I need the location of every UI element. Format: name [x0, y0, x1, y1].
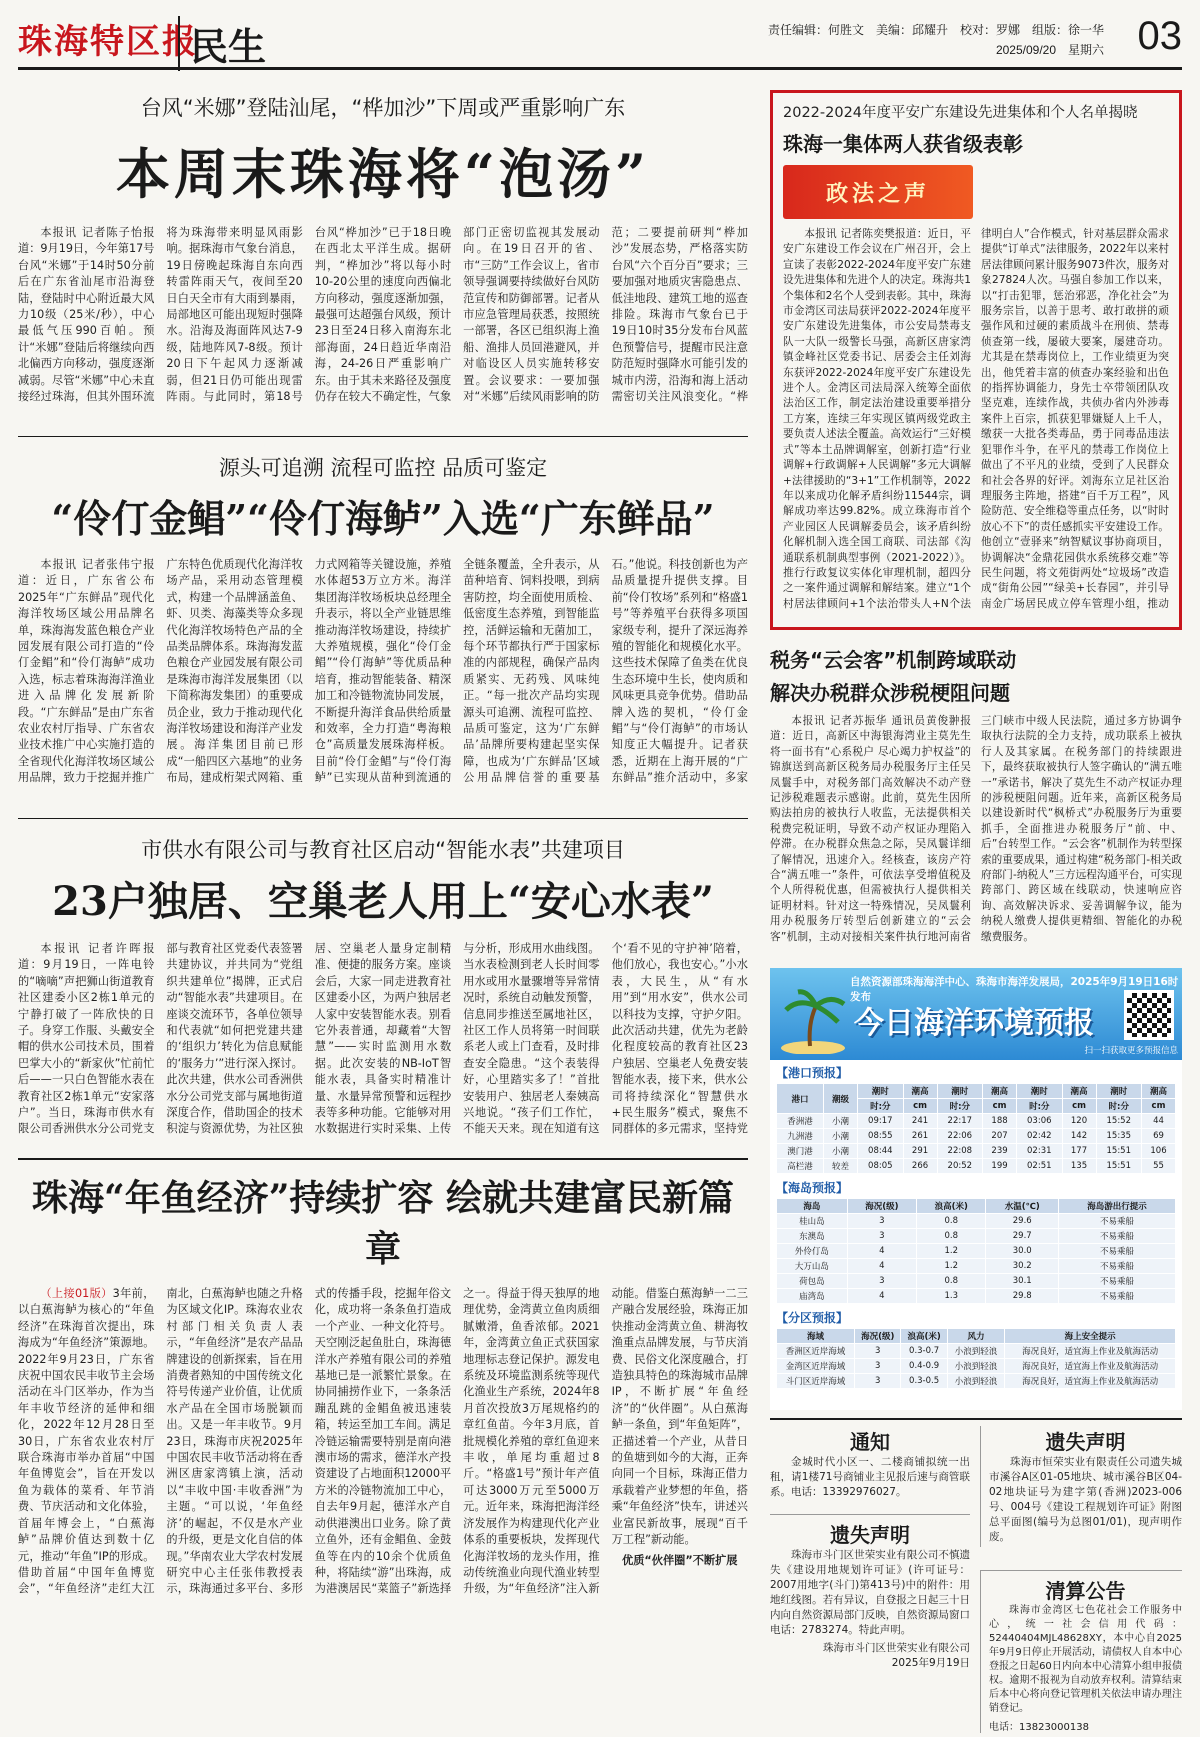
port-cell: 44 [1142, 1114, 1176, 1129]
port-cell: 266 [903, 1159, 937, 1174]
island-cell: 3 [847, 1214, 916, 1229]
section-name: 民生 [178, 16, 266, 71]
zone-header-cell: 海域 [777, 1329, 855, 1344]
lost-notice-2-text: 珠海市斗门区世荣实业有限公司不慎遗失《建设用地规划许可证》(许可证号：2007用地字(斗门)第413号)中的附件：用地红线图。若有异议，自登报之日起三十日内向自然资源局部门反映，自然资源局窗口电话：2783274。特此声明。 [770, 1549, 970, 1636]
island-cell: 30.2 [986, 1259, 1059, 1274]
island-cell: 不易乘船 [1059, 1229, 1176, 1244]
zone-cell: 3 [855, 1344, 901, 1359]
ocean-banner [770, 968, 1182, 1060]
port-header-cell: 潮高 [1062, 1084, 1096, 1099]
divider [18, 436, 748, 437]
zone-header-cell: 海上安全提示 [1005, 1329, 1176, 1344]
port-header-cell: 潮高 [903, 1084, 937, 1099]
port-cell: 22:08 [937, 1144, 983, 1159]
port-cell: 08:55 [858, 1129, 904, 1144]
notices-area [770, 1418, 1182, 1733]
water-article [18, 834, 748, 1139]
port-cell: 澳门港 [777, 1144, 824, 1159]
port-cell: 22:06 [937, 1129, 983, 1144]
port-cell: 15:51 [1096, 1159, 1142, 1174]
island-cell: 29.7 [986, 1229, 1059, 1244]
tax-headline-1: 税务“云会客”机制跨域联动 [770, 648, 1017, 672]
zone-cell: 海况良好，适宜海上作业及航海活动 [1005, 1359, 1176, 1374]
port-subheader-cell: 时:分 [1096, 1099, 1142, 1114]
port-cell: 239 [983, 1144, 1017, 1159]
island-cell: 3 [847, 1229, 916, 1244]
port-cell: 135 [1062, 1159, 1096, 1174]
economy-article [18, 1170, 748, 1737]
island-cell: 30.0 [986, 1244, 1059, 1259]
tax-article [770, 644, 1182, 1000]
table-row [777, 1144, 1176, 1159]
ocean-forecast [770, 968, 1182, 1410]
island-cell: 大万山岛 [777, 1259, 848, 1274]
island-cell: 不易乘船 [1059, 1244, 1176, 1259]
zone-cell: 0.4-0.9 [901, 1359, 947, 1374]
lost-notice-1 [980, 1426, 1182, 1547]
zone-cell: 海况良好，适宜海上作业及航海活动 [1005, 1344, 1176, 1359]
port-forecast-table [776, 1083, 1176, 1174]
port-cell: 106 [1142, 1144, 1176, 1159]
liquidation-title: 清算公告 [1045, 1579, 1126, 1603]
port-cell: 02:31 [1017, 1144, 1063, 1159]
table-row [777, 1344, 1176, 1359]
port-cell: 291 [903, 1144, 937, 1159]
port-cell: 09:17 [858, 1114, 904, 1129]
award-box [770, 90, 1182, 630]
port-header-cell: 潮时 [1096, 1084, 1142, 1099]
port-subheader-cell: cm [903, 1099, 937, 1114]
island-cell: 0.8 [917, 1214, 986, 1229]
seafood-body-text: 本报讯 记者张伟宁报道：近日，广东省公布2025年“广东鲜品”现代化海洋牧场区域公用品牌名单，珠海海发蓝色粮仓产业园发展有限公司打造的“伶仃金鲳”和“伶仃海鲈”成功入选，标志着珠海海洋渔业进入品牌化发展新阶段。“广东鲜品”是由广东省农业农村厅指导、广东省农业技术推广中心实施打造的全省现代化海洋牧场区域公用品牌，致力于挖掘并推广广东特色优质现代化海洋牧场产品，采用动态管理模式，构建一个品牌涵盖鱼、虾、贝类、海藻类等众多现代化海洋牧场特色产品的全品类品牌体系。珠海海发蓝色粮仓产业园发展有限公司是珠海市海洋发展集团（以下简称海发集团）的重要成员企业，致力于推动现代化海洋牧场建设和海洋产业发展。海洋集团目前已形成“一船四区六基地”的业务布局，建成桁架式网箱、重力式网箱等关键设施，养殖水体超53万立方米。海洋集团海洋牧场板块总经理全升表示，将以全产业链思维推动海洋牧场建设，持续扩大养殖规模，强化“伶仃金鲳”“伶仃海鲈”等优质品种培育，推动智能装备、精深加工和冷链物流协同发展，不断提升海洋食品供给质量和效率，全力打造“粤海粮仓”高质量发展珠海样板。目前“伶仃金鲳”与“伶仃海鲈”已实现从苗种到流通的全链条覆盖，全升表示，从苗种培育、饲料投喂，到病害防控，均全面使用质检、低密度生态养殖，到智能监控，活鲜运输和无菌加工，每个环节都执行严于国家标准的内部规程，确保产品肉质紧实、无药残、风味纯正。“每一批次产品均实现源头可追溯、流程可监控、品质可鉴定，这为‘广东鲜品’品牌所要构建起坚实保障，也成为‘广东鲜品’区域公用品牌信誉的重要基石。”他说。科技创新也为产品质量提升提供支撑。目前“伶仃牧场”系列和“格盛1号”等养殖平台获得多项国家级专利，提升了深远海养殖的智能化和规模化水平。这些技术保障了鱼类在优良生态环境中生长，使肉质和风味更具竞争优势。借助品牌入选的契机，“伶仃金鲳”与“伶仃海鲈”的市场认知度正大幅提升。记者获悉，近期在上海开展的“广东鲜品”推介活动中，多家 [18, 558, 748, 785]
divider [18, 1158, 748, 1160]
typhoon-body-text: 本报讯 记者陈子怡报道：9月19日，今年第17号台风“米娜”于14时50分前后在广东省汕尾市沿海登陆，登陆时中心附近最大风力10级（25米/秒），中心最低气压990百帕。预计“米娜”登陆后将继续向西北偏西方向移动，强度逐渐减弱。尽管“米娜”中心未直接经过珠海，但其外围环流将为珠海带来明显风雨影响。据珠海市气象台消息，19日傍晚起珠海自东向西转雷阵雨天气，夜间至20日白天全市有大雨到暴雨，局部地区可能出现短时强降水。沿海及海面阵风达7-9级，陆地阵风7-8级。预计20日下午起风力逐渐减弱，但21日仍可能出现雷阵雨。与此同时，第18号台风“桦加沙”已于18日晚在西北太平洋生成。据研判，“桦加沙”将以每小时10-20公里的速度向西偏北方向移动，强度逐渐加强，最强可达超强台风级，预计23日至24日移入南海东北部海面，24日趋近华南沿海，24-26日严重影响广东。由于其未来路径及强度仍存在较大不确定性，气象部门正密切监视其发展动向。在19日召开的省、市“三防”工作会议上，省市领导强调要持续做好台风防范宣传和防御部署。记者从市应急管理局获悉，按照统一部署，各区已组织海上渔船、渔排人员回港避风，并对临设区人员实施转移安置。会议要求：一要加强对“米娜”后续风雨影响的防范；二要提前研判“桦加沙”发展态势，严格落实防台风“六个百分百”要求；三要加强对地质灾害隐患点、低洼地段、建筑工地的巡查排险。珠海市气象台已于19日10时35分发布台风蓝色预警信号，提醒市民注意防范短时强降水可能引发的城市内涝，沿海和海上活动需密切关注风浪变化。“桦 [18, 226, 748, 404]
lost-notice-2-signature: 珠海市斗门区世荣实业有限公司 [823, 1642, 970, 1654]
water-body-text: 本报讯 记者许晖报道：9月19日，一阵电铃的“嘀嘀”声把狮山街道教育社区建委小区2栋1单元的宁静打破了一阵欣快的日子。身穿工作服、头戴安全帽的供水公司技术员，围着巴掌大小的“新家伙”忙前忙后——一只白色智能水表在教育社区2栋1单元“安家落户”。当日，珠海市供水有限公司香洲供水分公司党支部与教育社区党委代表签署共建协议，并共同为“党组织共建单位”揭牌，正式启动“智能水表”共建项目。在座谈交流环节，各单位领导和代表就“如何把党建共建的‘组织力’转化为信息赋能的‘服务力’”进行深入探讨。此次共建，供水公司香洲供水分公司党支部与属地街道深度合作，借助国企的技术积淀与资源优势，为社区独居、空巢老人量身定制精准、便捷的服务方案。座谈会后，大家一同走进教育社区建委小区，为两户独居老人家中安装智能水表。别看它外表普通，却藏着“大智慧”——实时监测用水数据。此次安装的NB-IoT智能水表，具备实时精准计量、水量异常预警和远程抄表等多种功能。它能够对用水数据进行实时采集、上传与分析，形成用水曲线图。当水表检测到老人长时间零用水或用水量骤增等异常情况时，系统自动触发预警，信息同步推送至属地社区，社区工作人员将第一时间联系老人或上门查看，及时排查安全隐患。“这个表装得好，心里踏实多了！”首批安装用户、独居老人秦姨高兴地说。“孩子们工作忙，不能天天来。现在知道有这个‘看不见的守护神’陪着，他们放心，我也安心。”小水表，大民生，从“有水用”到“用水安”，供水公司以科技为支撑，守护夕阳。此次活动共建，优先为老龄化程度较高的教育社区23户独居、空巢老人免费安装智能水表，接下来，供水公司将持续深化“智慧供水+民生服务”模式，聚焦不同群体的多元需求，坚持党 [18, 942, 748, 1136]
seafood-article [18, 452, 748, 789]
island-cell: 桂山岛 [777, 1214, 848, 1229]
port-cell: 15:52 [1096, 1114, 1142, 1129]
port-cell: 高栏港 [777, 1159, 824, 1174]
liquidation-text: 珠海市金湾区七色花社会工作服务中心，统一社会信用代码：52440404MJL48628XY，本中心自2025年9月9日停止开展活动，请债权人自本中心登报之日起60日内向本中心清算小组申报债权。逾期不报视为自动放弃权利。清算结束后本中心将向登记管理机关依法申请办理注销登记。 [989, 1605, 1182, 1714]
page-number: 03 [1137, 14, 1182, 58]
island-forecast-title: 【海岛预报】 [776, 1181, 849, 1195]
island-cell: 不易乘船 [1059, 1259, 1176, 1274]
island-cell: 0.8 [917, 1229, 986, 1244]
island-cell: 荷包岛 [777, 1274, 848, 1289]
newspaper-logo: 珠海特区报 [18, 22, 198, 62]
island-cell: 1.2 [917, 1259, 986, 1274]
palm-island-icon [778, 988, 848, 1054]
port-cell: 188 [983, 1114, 1017, 1129]
liquidation-body [989, 1604, 1182, 1718]
port-subheader-cell: cm [1142, 1099, 1176, 1114]
economy-headline: 珠海“年鱼经济”持续扩容 绘就共建富民新篇章 [32, 1177, 734, 1270]
lost-notice-1-title: 遗失声明 [1045, 1430, 1126, 1454]
port-cell: 207 [983, 1129, 1017, 1144]
port-subheader-cell: cm [1062, 1099, 1096, 1114]
port-header-cell: 潮时 [858, 1084, 904, 1099]
island-cell: 1.2 [917, 1244, 986, 1259]
port-cell: 02:51 [1017, 1159, 1063, 1174]
typhoon-article [18, 92, 748, 417]
award-body [783, 227, 1169, 617]
water-kicker: 市供水有限公司与教育社区启动“智能水表”共建项目 [141, 838, 625, 862]
tax-body [770, 714, 1182, 1000]
typhoon-headline: 本周末珠海将“泡汤” [115, 142, 651, 206]
island-cell: 东澳岛 [777, 1229, 848, 1244]
island-header-cell: 水温(℃) [986, 1199, 1059, 1214]
award-kicker: 2022-2024年度平安广东建设先进集体和个人名单揭晓 [783, 105, 1138, 121]
notice-block [770, 1426, 970, 1502]
award-headline: 珠海一集体两人获省级表彰 [783, 132, 1023, 156]
forecast-title: 今日海洋环境预报 [854, 1006, 1094, 1041]
port-header-cell: 港口 [777, 1084, 824, 1114]
zone-header-cell: 浪高(米) [901, 1329, 947, 1344]
island-cell: 30.1 [986, 1274, 1059, 1289]
port-cell: 142 [1062, 1129, 1096, 1144]
masthead-info [768, 20, 1104, 60]
zone-cell: 斗门区近岸海域 [777, 1374, 855, 1389]
lost-notice-1-body [989, 1455, 1182, 1547]
island-cell: 4 [847, 1289, 916, 1304]
zone-cell: 海况良好，适宜海上作业及航海活动 [1005, 1374, 1176, 1389]
island-cell: 3 [847, 1274, 916, 1289]
island-cell: 不易乘船 [1059, 1274, 1176, 1289]
port-cell: 小潮 [824, 1144, 858, 1159]
editor-credits: 责任编辑：何胜文 美编：邱耀升 校对：罗娜 组版：徐一华 [767, 23, 1104, 37]
port-cell: 08:05 [858, 1159, 904, 1174]
notice-title: 通知 [850, 1430, 890, 1454]
island-cell: 29.8 [986, 1289, 1059, 1304]
table-row [777, 1274, 1176, 1289]
port-subheader-cell: 时:分 [858, 1099, 904, 1114]
island-cell: 外伶仃岛 [777, 1244, 848, 1259]
port-subheader-cell: cm [983, 1099, 1017, 1114]
port-cell: 香洲港 [777, 1114, 824, 1129]
lost-notice-2-date: 2025年9月19日 [891, 1657, 970, 1669]
table-row [777, 1114, 1176, 1129]
zone-cell: 3 [855, 1359, 901, 1374]
port-cell: 02:42 [1017, 1129, 1063, 1144]
port-cell: 08:44 [858, 1144, 904, 1159]
table-row [777, 1259, 1176, 1274]
seafood-body [18, 557, 748, 789]
zone-cell: 0.3-0.5 [901, 1374, 947, 1389]
economy-body [18, 1286, 748, 1737]
zone-forecast-table [776, 1328, 1176, 1389]
table-row [777, 1289, 1176, 1304]
table-row [777, 1159, 1176, 1174]
port-subheader-cell: 时:分 [937, 1099, 983, 1114]
port-cell: 03:06 [1017, 1114, 1063, 1129]
economy-subhead: 优质“伙伴圈”不断扩展 [622, 1553, 738, 1567]
port-cell: 15:51 [1096, 1144, 1142, 1159]
island-header-cell: 海况(级) [847, 1199, 916, 1214]
table-row [777, 1374, 1176, 1389]
lost-notice-1-text: 珠海市恒荣实业有限责任公司遗失城市溪谷A区01-05地块、城市溪谷B区04-02地块证号为建字第(香洲)2023-006号、004号《建设工程规划许可证》附图总平面图(编号为总图01/01)，现声明作废。 [989, 1456, 1182, 1543]
zone-forecast-title: 【分区预报】 [776, 1311, 849, 1325]
port-cell: 199 [983, 1159, 1017, 1174]
qr-caption: 扫一扫获取更多预报信息 [1084, 1046, 1178, 1056]
tax-body-text: 本报讯 记者苏振华 通讯员黄俊翀报道：近日，高新区中海银海湾业主莫先生将一面书有“心系税户 尽心竭力护权益”的锦旗送到高新区税务局办税服务厅主任吴凤鬟手中，对税务部门高效解决不动产登记涉税难题表示感谢。此前，莫先生因所购法拍房的被执行人收监，无法提供相关税费完税证明，导致不动产权证办理陷入停滞。在办税群众焦急之际，吴凤鬟详细了解情况，迅速介入。经核查，该房产符合“满五唯一”条件，可依法享受增值税及个人所得税优惠，但需被执行人提供相关证明材料。针对这一特殊情况，吴凤鬟利用办税服务厅转型后创新建立的“云会客”机制，主动对接相关案件执行地河南省三门峡市中级人民法院，通过多方协调争取执行法院的全力支持，成功联系上被执行人及其家属。在税务部门的持续跟进下，最终获取被执行人签字确认的“满五唯一”承诺书，解决了莫先生不动产权证办理的涉税梗阻问题。近年来，高新区税务局以建设新时代“枫桥式”办税服务厅为重要抓手，全面推进办税服务厅“前、中、后”台转型工作。“云会客”机制作为转型探索的重要成果，通过构建“税务部门-相关政府部门-纳税人”三方远程沟通平台，可实现跨部门、跨区域在线联动，快速响应咨询、高效解决诉求、妥善调解争议，能为纳税人缴费人提供更精细、智能化的办税缴费服务。 [770, 715, 1182, 943]
notice-text: 金城时代小区一、二楼商铺拟统一出租，请1楼71号商铺业主见报后速与商管联系。电话：13392976027。 [770, 1456, 970, 1498]
seafood-headline: “伶仃金鲳”“伶仃海鲈”入选“广东鲜品” [51, 496, 715, 541]
island-cell: 29.6 [986, 1214, 1059, 1229]
port-cell: 22:17 [937, 1114, 983, 1129]
port-cell: 20:52 [937, 1159, 983, 1174]
port-forecast-title: 【港口预报】 [776, 1066, 849, 1080]
port-cell: 小潮 [824, 1129, 858, 1144]
port-cell: 15:35 [1096, 1129, 1142, 1144]
island-header-cell: 海岛游出行提示 [1059, 1199, 1176, 1214]
island-cell: 不易乘船 [1059, 1214, 1176, 1229]
divider [18, 818, 748, 819]
tax-headline-2: 解决办税群众涉税梗阻问题 [770, 681, 1010, 705]
typhoon-kicker: 台风“米娜”登陆汕尾，“桦加沙”下周或严重影响广东 [140, 96, 626, 120]
port-cell: 241 [903, 1114, 937, 1129]
island-header-cell: 浪高(米) [917, 1199, 986, 1214]
table-row [777, 1244, 1176, 1259]
island-cell: 4 [847, 1259, 916, 1274]
island-cell: 不易乘船 [1059, 1289, 1176, 1304]
port-cell: 较差 [824, 1159, 858, 1174]
table-row [777, 1129, 1176, 1144]
island-cell: 0.8 [917, 1274, 986, 1289]
liquidation-contact: 电话：13823000138 [989, 1722, 1089, 1733]
water-headline: 23户独居、空巢老人用上“安心水表” [52, 878, 714, 925]
notice-body [770, 1455, 970, 1502]
zone-cell: 小浪到轻浪 [947, 1359, 1005, 1374]
port-cell: 261 [903, 1129, 937, 1144]
port-cell: 九洲港 [777, 1129, 824, 1144]
lost-notice-2-body [770, 1548, 970, 1640]
typhoon-body [18, 225, 748, 417]
port-cell: 120 [1062, 1114, 1096, 1129]
port-cell: 小潮 [824, 1114, 858, 1129]
liquidation-notice [980, 1570, 1182, 1733]
zone-cell: 小浪到轻浪 [947, 1344, 1005, 1359]
island-cell: 庙湾岛 [777, 1289, 848, 1304]
politics-banner: 政法之声 [783, 165, 973, 219]
zone-cell: 3 [855, 1374, 901, 1389]
lost-notice-2 [770, 1514, 970, 1670]
port-header-cell: 潮级 [824, 1084, 858, 1114]
port-cell: 55 [1142, 1159, 1176, 1174]
zone-header-cell: 海况(级) [855, 1329, 901, 1344]
continued-marker: （上接01版） [40, 1287, 113, 1300]
zone-cell: 小浪到轻浪 [947, 1374, 1005, 1389]
forecast-source: 自然资源部珠海海洋中心、珠海市海洋发展局，2025年9月19日16时发布 [850, 976, 1179, 1003]
table-row [777, 1229, 1176, 1244]
award-body-text: 本报讯 记者陈奕樊报道：近日，平安广东建设工作会议在广州召开，会上宣读了表彰2022-2024年度平安广东建设先进集体和先进个人的决定。珠海共1个集体和2名个人受到表彰。其中，珠海市金湾区司法局获评2022-2024年度平安广东建设先进集体，市公安局禁毒支队一大队一级警长马强，高新区唐家湾镇金峰社区党委书记、居委会主任刘海东获评2022-2024年度平安广东建设先进个人。金湾区司法局深入统筹全面依法治区工作，制定法治建设重要举措分工方案，连续三年实现区镇两级党政主要负责人述法全覆盖。高效运行“三好模式”等本土品牌调解室，创新打造“行业调解+行政调解+人民调解”多元大调解+法律援助的“3+1”工作机制等，2022年以来成功化解矛盾纠纷11544宗，调解成功率达99.82%。成立珠海市首个产业园区人民调解委员会，该矛盾纠纷化解机制入选全国工商联、司法部《沟通联系机制典型事例（2021-2022）》。推行行政复议实体化审理机制，超四分之一案件通过调解和解结案。建立“1个村居法律顾问+1个法治带头人+N个法律明白人”合作模式，针对基层群众需求提供“订单式”法律服务，2022年以来村居法律顾问累计服务9073件次，服务对象27824人次。马强自参加工作以来，以“打击犯罪，惩治邪恶，净化社会”为服务宗旨，以善于思考、敢打敢拼的顽强作风和过硬的素质战斗在刑侦、禁毒侦查第一线，屡破大要案，屡建奇功。尤其是在禁毒岗位上，工作业绩更为突出，他凭着丰富的侦查办案经验和出色的指挥协调能力，身先士卒带领团队攻坚克难，连续作战，共侦办省内外涉毒案件上百宗，抓获犯罪嫌疑人上千人，缴获一大批各类毒品，勇于同毒品违法犯罪作斗争，在平凡的禁毒工作岗位上做出了不平凡的业绩，受到了人民群众和社会各界的好评。刘海东立足社区治理服务主阵地，搭建“百千万工程”，风险防范、安全维稳等重点任务，以“时时放心不下”的责任感抓实平安建设工作。他创立“壹驿来”纳智赋议事协商项目，协调解决“金鼎花园供水系统移交难”等民生问题，将文苑街两处“垃圾场”改造成“街角公园”“绿美+长春园”，并引导南金广场居民成立停车管理小组，推动 [783, 228, 1169, 610]
port-header-cell: 潮时 [1017, 1084, 1063, 1099]
zone-cell: 0.3-0.7 [901, 1344, 947, 1359]
port-subheader-cell: 时:分 [1017, 1099, 1063, 1114]
lost-notice-2-title: 遗失声明 [830, 1523, 910, 1547]
masthead [18, 14, 1182, 70]
zone-cell: 香洲区近岸海域 [777, 1344, 855, 1359]
island-cell: 1.3 [917, 1289, 986, 1304]
island-cell: 4 [847, 1244, 916, 1259]
port-header-cell: 潮高 [983, 1084, 1017, 1099]
port-header-cell: 潮高 [1142, 1084, 1176, 1099]
island-forecast-table [776, 1198, 1176, 1304]
port-header-cell: 潮时 [937, 1084, 983, 1099]
island-header-cell: 海岛 [777, 1199, 848, 1214]
zone-header-cell: 风力 [947, 1329, 1005, 1344]
port-cell: 177 [1062, 1144, 1096, 1159]
seafood-kicker: 源头可追溯 流程可监控 品质可鉴定 [218, 456, 548, 480]
table-row [777, 1359, 1176, 1374]
table-row [777, 1214, 1176, 1229]
water-body [18, 941, 748, 1139]
issue-date: 2025/09/20 星期六 [995, 43, 1104, 57]
qr-code-icon[interactable] [1124, 990, 1174, 1040]
economy-body-text: 3年前，以白蕉海鲈为核心的“年鱼经济”在珠海首次提出，珠海成为“年鱼经济”策源地。2022年9月23日，广东省庆祝中国农民丰收节主会场活动在斗门区举办，作为当年丰收节经济的延伸和细化，2022年12月28日至30日，广东省农业农村厅联合珠海市举办首届“中国年鱼博览会”，旨在开发以鱼为载体的菜肴、年节消费、节庆活动和文化体验，首届年博会上，“白蕉海鲈”品牌价值达到数十亿元，推动“年鱼”IP的形成。借助首届“中国年鱼博览会”，“年鱼经济”走红大江南北，白蕉海鲈也随之升格为区域文化IP。珠海农业农村部门相关负责人表示，“年鱼经济”是农产品品牌建设的创新探索，旨在用消费者熟知的中国传统文化符号传递产业价值，让优质水产品在全国市场脱颖而出。又是一年丰收节。9月23日，珠海市庆祝2025年中国农民丰收节活动将在香洲区唐家湾镇上演，活动以“丰收中国·丰收香洲”为主题。“可以说，‘年鱼经济’的崛起，不仅是水产业的升级，更是文化自信的体现。”华南农业大学农村发展研究中心主任张伟教授表示，珠海通过多平台、多形式的传播手段，挖掘年俗文化，成功将一条条鱼打造成一个产业、一种文化符号。天空刚泛起鱼肚白，珠海德洋水产养殖有限公司的养殖基地已是一派繁忙景象。在协同捕捞作业下，一条条活蹦乱跳的金鲳鱼被迅速装箱，转运至加工车间。满足冷链运输需要特别是南向港澳市场的需求，德洋水产投资建设了占地面积12000平方米的冷链物流加工中心，自去年9月起，德洋水产自动供港澳出口业务。除了黄立鱼外，还有金鲳鱼、金鼓鱼等在内的10余个优质鱼种，将陆续“游”出珠海，成为港澳居民“菜篮子”新选择之一。得益于得天独厚的地理优势，金湾黄立鱼肉质细腻嫩滑，鱼香浓郁。2021年，金湾黄立鱼正式获国家地理标志登记保护。源发电系统及环境监测系统等现代化渔业生产系统，2024年8月首次投放3万尾规格约的章红鱼苗。今年3月底，首批规模化养殖的章红鱼迎来丰收，单尾均重超过8斤。“格盛1号”预计年产值可达3000万元至5000万元。近年来，珠海把海洋经济发展作为构建现代化产业体系的重要板块，发挥现代化海洋牧场的龙头作用，推动传统渔业向现代渔业转型升级，为“年鱼经济”注入新动能。借鉴白蕉海鲈一二三产融合发展经验，珠海正加快推动金湾黄立鱼、耕海牧渔重点品牌发展，与节庆消费、民俗文化深度融合，打造独具特色的珠海城市品牌IP，不断扩展“年鱼经济”的“伙伴圈”。从白蕉海鲈一条鱼，到“年鱼矩阵”，正描述着一个产业，从昔日的鱼塘到如今的大海，正奔向同一个目标，珠海正借力承载着产业梦想的年鱼，搭乘“年鱼经济”快车，讲述兴业富民新故事，展现“百千万工程”新动能。 [18, 1287, 748, 1596]
port-cell: 69 [1142, 1129, 1176, 1144]
zone-cell: 金湾区近岸海域 [777, 1359, 855, 1374]
